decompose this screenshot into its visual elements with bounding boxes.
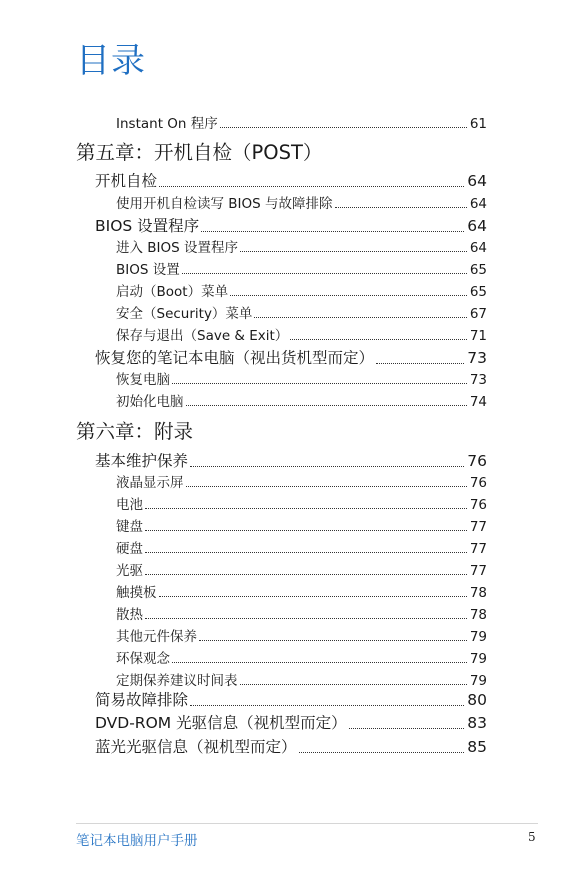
dot-leader — [172, 383, 467, 384]
toc-entry-page: 77 — [469, 541, 487, 557]
toc-entry-label: 初始化电脑 — [116, 394, 184, 410]
toc-entry-page: 64 — [467, 217, 487, 235]
toc-entry-label: 开机自检 — [95, 172, 158, 190]
toc-subsection-entry — [116, 324, 487, 344]
toc-subsection-entry — [116, 581, 487, 601]
toc-subsection-entry — [116, 603, 487, 623]
toc-entry-label: 硬盘 — [116, 541, 143, 557]
toc-entry-label: 基本维护保养 — [95, 452, 189, 470]
toc-entry-page: 65 — [469, 262, 487, 278]
toc-entry-label: DVD-ROM 光驱信息（视机型而定） — [95, 714, 347, 732]
dot-leader — [145, 530, 467, 531]
toc-subsection-entry — [116, 537, 487, 557]
dot-leader — [290, 339, 467, 340]
footer-divider — [76, 823, 538, 824]
toc-entry-label: 恢复您的笔记本电脑（视出货机型而定） — [95, 349, 375, 367]
dot-leader — [145, 552, 467, 553]
toc-entry-label: Instant On 程序 — [116, 116, 218, 132]
toc-entry-page: 77 — [469, 563, 487, 579]
toc-subsection-entry — [116, 625, 487, 645]
toc-subsection-entry — [116, 493, 487, 513]
toc-entry-page: 79 — [469, 629, 487, 645]
toc-entry-page: 73 — [469, 372, 487, 388]
toc-entry-label: BIOS 设置 — [116, 262, 180, 278]
toc-section-entry — [95, 688, 487, 710]
toc-entry-label: 蓝光光驱信息（视机型而定） — [95, 738, 297, 756]
toc-entry-label: 电池 — [116, 497, 143, 513]
dot-leader — [240, 251, 467, 252]
toc-section-entry — [95, 214, 487, 236]
toc-entry-label: 定期保养建议时间表 — [116, 673, 238, 689]
toc-entry-page: 79 — [469, 651, 487, 667]
toc-entry-page: 64 — [469, 196, 487, 212]
toc-subsection-entry — [116, 669, 487, 689]
toc-entry-page: 64 — [467, 172, 487, 190]
footer-page-number: 5 — [528, 830, 536, 844]
dot-leader — [159, 596, 467, 597]
toc-entry-page: 83 — [467, 714, 487, 732]
toc-entry-page: 74 — [469, 394, 487, 410]
toc-section-entry — [95, 169, 487, 191]
toc-subsection-entry — [116, 280, 487, 300]
dot-leader — [190, 705, 464, 706]
dot-leader — [254, 317, 466, 318]
toc-section-entry — [95, 449, 487, 471]
toc-entry-page: 67 — [469, 306, 487, 322]
dot-leader — [145, 618, 467, 619]
toc-entry-page: 78 — [469, 585, 487, 601]
dot-leader — [190, 466, 464, 467]
toc-entry-page: 61 — [469, 116, 487, 132]
dot-leader — [220, 127, 467, 128]
toc-entry-label: 散热 — [116, 607, 143, 623]
toc-section-entry — [95, 711, 487, 733]
toc-subsection-entry — [116, 112, 487, 132]
toc-entry-page: 79 — [469, 673, 487, 689]
dot-leader — [199, 640, 467, 641]
toc-entry-label: 使用开机自检读写 BIOS 与故障排除 — [116, 196, 333, 212]
toc-subsection-entry — [116, 258, 487, 278]
toc-subsection-entry — [116, 192, 487, 212]
dot-leader — [230, 295, 467, 296]
toc-subsection-entry — [116, 647, 487, 667]
toc-subsection-entry — [116, 302, 487, 322]
toc-entry-label: 环保观念 — [116, 651, 170, 667]
toc-subsection-entry — [116, 368, 487, 388]
toc-section-entry — [95, 735, 487, 757]
dot-leader — [145, 574, 467, 575]
toc-entry-page: 78 — [469, 607, 487, 623]
dot-leader — [335, 207, 467, 208]
toc-entry-label: 光驱 — [116, 563, 143, 579]
page-title: 目录 — [76, 41, 146, 81]
toc-entry-label: 简易故障排除 — [95, 691, 189, 709]
toc-entry-page: 80 — [467, 691, 487, 709]
toc-entry-page: 85 — [467, 738, 487, 756]
toc-entry-page: 64 — [469, 240, 487, 256]
dot-leader — [145, 508, 467, 509]
toc-entry-label: 液晶显示屏 — [116, 475, 184, 491]
dot-leader — [172, 662, 467, 663]
toc-subsection-entry — [116, 559, 487, 579]
toc-entry-label: 安全（Security）菜单 — [116, 306, 253, 322]
toc-entry-label: 保存与退出（Save & Exit） — [116, 328, 289, 344]
dot-leader — [240, 684, 467, 685]
toc-entry-page: 65 — [469, 284, 487, 300]
toc-subsection-entry — [116, 236, 487, 256]
toc-subsection-entry — [116, 515, 487, 535]
toc-entry-label: 键盘 — [116, 519, 143, 535]
chapter-heading: 第六章：附录 — [76, 420, 194, 443]
toc-entry-page: 76 — [467, 452, 487, 470]
toc-entry-label: 其他元件保养 — [116, 629, 197, 645]
toc-entry-page: 71 — [469, 328, 487, 344]
toc-entry-page: 73 — [467, 349, 487, 367]
dot-leader — [159, 186, 464, 187]
toc-entry-label: 触摸板 — [116, 585, 157, 601]
footer-manual-title: 笔记本电脑用户手册 — [76, 833, 198, 849]
toc-entry-label: BIOS 设置程序 — [95, 217, 200, 235]
toc-entry-page: 77 — [469, 519, 487, 535]
dot-leader — [186, 486, 467, 487]
toc-entry-label: 启动（Boot）菜单 — [116, 284, 229, 300]
dot-leader — [186, 405, 467, 406]
chapter-heading: 第五章：开机自检（POST） — [76, 141, 323, 164]
toc-entry-page: 76 — [469, 475, 487, 491]
dot-leader — [349, 728, 465, 729]
dot-leader — [182, 273, 467, 274]
toc-entry-label: 恢复电脑 — [116, 372, 170, 388]
dot-leader — [299, 752, 465, 753]
dot-leader — [201, 231, 464, 232]
dot-leader — [376, 363, 464, 364]
toc-entry-page: 76 — [469, 497, 487, 513]
toc-section-entry — [95, 346, 487, 368]
toc-entry-label: 进入 BIOS 设置程序 — [116, 240, 239, 256]
toc-subsection-entry — [116, 390, 487, 410]
toc-subsection-entry — [116, 471, 487, 491]
